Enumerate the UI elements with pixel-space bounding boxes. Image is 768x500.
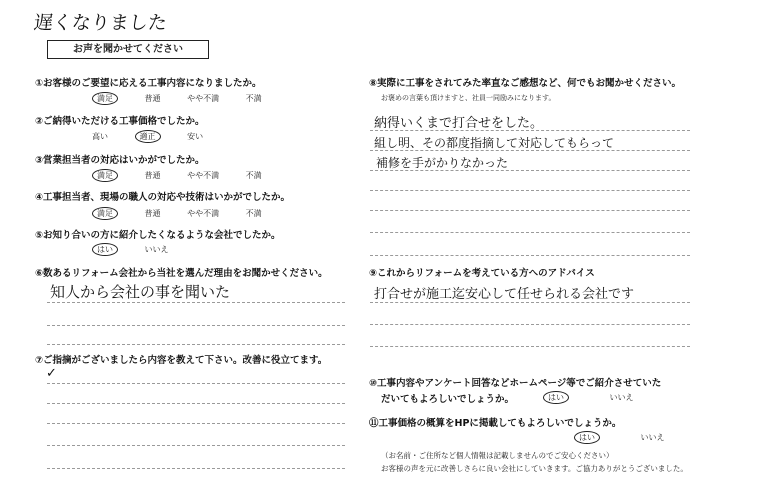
- question-2-options: [92, 130, 227, 143]
- q9-line-3: [370, 346, 690, 347]
- q8-line-4: [370, 190, 690, 191]
- question-2-label: ②ご納得いただける工事価格でしたか。: [35, 116, 205, 127]
- question-8-answer-line-2: 組し明、その都度指摘して対応してもらって: [374, 136, 615, 150]
- handwritten-title: 遅くなりました: [32, 12, 169, 34]
- question-4-options: [92, 207, 286, 220]
- question-9-label: ⑨これからリフォームを考えている方へのアドバイス: [369, 268, 595, 279]
- q5-option-1[interactable]: はい: [92, 243, 118, 256]
- q1-option-2[interactable]: 普通: [144, 94, 161, 103]
- q4-option-3[interactable]: やや不満: [187, 209, 220, 218]
- q11-option-1[interactable]: はい: [574, 431, 600, 444]
- q7-line-3: [47, 423, 345, 424]
- question-4-label: ④工事担当者、現場の職人の対応や技術はいかがでしたか。: [35, 192, 291, 203]
- q6-line-1: [47, 302, 345, 303]
- q1-option-3[interactable]: やや不満: [187, 94, 220, 103]
- footer-thanks: お客様の声を元に改善しさらに良い会社にしていきます。ご協力ありがとうございました。: [381, 464, 688, 473]
- question-8-note: お褒めの言葉も頂けますと、社員一同励みになります。: [381, 94, 556, 102]
- q11-option-2[interactable]: いいえ: [640, 433, 665, 442]
- question-6-label: ⑥数あるリフォーム会社から当社を選んだ理由をお聞かせください。: [35, 268, 328, 279]
- q2-option-1[interactable]: 高い: [92, 132, 108, 141]
- q3-option-1[interactable]: 満足: [92, 169, 118, 182]
- question-11-label: ⑪工事価格の概算をHPに掲載してもよろしいでしょうか。: [369, 418, 622, 429]
- question-9-answer: 打合せが施工迄安心して任せられる会社です: [374, 287, 635, 302]
- q4-option-2[interactable]: 普通: [144, 209, 161, 218]
- question-3-options: [92, 169, 286, 182]
- q8-line-3: [370, 170, 690, 171]
- q8-line-6: [370, 232, 690, 233]
- question-8-answer-line-1: 納得いくまで打合せをした。: [374, 116, 544, 131]
- q3-option-2[interactable]: 普通: [144, 171, 161, 180]
- question-11-options: [574, 431, 689, 444]
- q1-option-4[interactable]: 不満: [245, 94, 262, 103]
- q1-option-1[interactable]: 満足: [92, 92, 118, 105]
- q3-option-4[interactable]: 不満: [245, 171, 262, 180]
- q7-line-4: [47, 445, 345, 446]
- q10-option-2[interactable]: いいえ: [609, 393, 634, 402]
- q6-line-3: [47, 344, 345, 345]
- q7-line-1: [47, 383, 345, 384]
- q8-line-5: [370, 210, 690, 211]
- question-8-label: ⑧実際に工事をされてみた率直なご感想など、何でもお聞かせください。: [369, 78, 682, 89]
- question-10-label-line-2: だいてもよろしいでしょうか。: [381, 394, 515, 405]
- q4-option-1[interactable]: 満足: [92, 207, 118, 220]
- q9-line-1: [370, 302, 690, 303]
- question-1-options: [92, 92, 286, 105]
- q10-option-1[interactable]: はい: [543, 391, 569, 404]
- q3-option-3[interactable]: やや不満: [187, 171, 220, 180]
- question-7-answer: ✓: [46, 366, 57, 381]
- question-10-label-line-1: ⑩工事内容やアンケート回答などホームページ等でご紹介させていた: [369, 378, 662, 389]
- footer-privacy-note: （お名前・ご住所など個人情報は記載しませんのでご安心ください）: [381, 451, 614, 460]
- question-8-answer-line-3: 補修を手がかりなかった: [376, 156, 509, 170]
- q4-option-4[interactable]: 不満: [245, 209, 262, 218]
- section-header: お声を聞かせてください: [47, 40, 209, 59]
- question-3-label: ③営業担当者の対応はいかがでしたか。: [35, 155, 205, 166]
- q8-line-1: [370, 130, 690, 131]
- q7-line-5: [47, 468, 345, 469]
- q8-line-7: [370, 255, 690, 256]
- q6-line-2: [47, 325, 345, 326]
- question-5-label: ⑤お知り合いの方に紹介したくなるような会社でしたか。: [35, 230, 281, 241]
- question-6-answer: 知人から会社の事を聞いた: [50, 283, 231, 301]
- q9-line-2: [370, 324, 690, 325]
- q8-line-2: [370, 150, 690, 151]
- question-5-options: [92, 243, 193, 256]
- q7-line-2: [47, 403, 345, 404]
- question-7-label: ⑦ご指摘がございましたら内容を教えて下さい。改善に役立てます。: [35, 355, 328, 366]
- q2-option-2[interactable]: 適正: [135, 130, 161, 143]
- q2-option-3[interactable]: 安い: [187, 132, 204, 141]
- q5-option-2[interactable]: いいえ: [144, 245, 169, 254]
- question-10-options: [543, 391, 658, 404]
- question-1-label: ①お客様のご要望に応える工事内容になりましたか。: [35, 78, 262, 89]
